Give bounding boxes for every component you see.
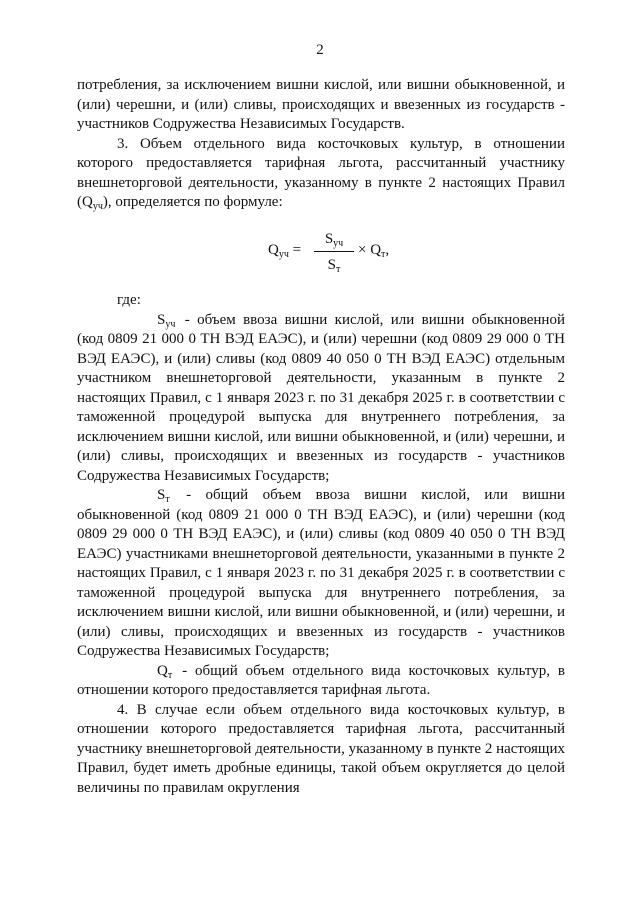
paragraph-continuation — [77, 76, 565, 213]
paragraph-3-text: 3. Объем отдельного вида косточковых культур, в отношении которого предоставляется тарифная льгота, рассчитанный участнику внешнеторговой деятельности, указанному в пункте 2 настоящих Правил (Q — [77, 135, 565, 210]
paragraph-3-tail: ), определяется по формуле: — [102, 194, 283, 210]
definition-text: - общий объем отдельного вида косточковых культур, в отношении которого предоставляется тарифная льгота. — [77, 662, 565, 698]
paragraph-1: потребления, за исключением вишни кислой, или вишни обыкновенной, и (или) черешни, и (или) сливы, происходящих и ввезенных из государств - участников Содружества Независимых Государств. — [77, 77, 565, 132]
definition-s-t — [77, 486, 565, 662]
where-label: где: — [117, 292, 141, 308]
formula-q: Q — [268, 242, 279, 258]
paragraph-3 — [77, 135, 565, 213]
paragraph-4: 4. В случае если объем отдельного вида косточковых культур, в отношении которого предоставляется тарифная льгота, рассчитанный участнику внешнеторговой деятельности, указанному в пункте 2 настоящих Правил, будет иметь дробные единицы, такой объем округляется до целой величины по правилам округления — [77, 701, 565, 796]
definition-text: - объем ввоза вишни кислой, или вишни обыкновенной (код 0809 21 000 0 ТН ВЭД ЕАЭС), и (или) черешни (код 0809 29 000 0 ТН ВЭД ЕАЭС), и (или) сливы (код 0809 40 050 0 ТН ВЭД ЕАЭС) отдельным участником внешнеторговой деятельности, указанным в пункте 2 настоящих Правил, с 1 января 2023 г. по 31 декабря 2025 г. в соответствии с таможенной процедурой выпуска для внутреннего потребления, за исключением вишни кислой, или вишни обыкновенной, и (или) черешни, и (или) сливы, происходящих и ввезенных из государств - участников Содружества Независимых Государств; — [77, 311, 565, 484]
definition-symbol: $Q_т$ — [157, 662, 173, 681]
definitions-block — [77, 291, 565, 798]
definition-text: - общий объем ввоза вишни кислой, или вишни обыкновенной (код 0809 21 000 0 ТН ВЭД ЕАЭС), и (или) черешни (код 0809 29 000 0 ТН ВЭД ЕАЭС), и (или) сливы (код 0809 40 050 0 ТН ВЭД ЕАЭС) участниками внешнеторговой деятельности, указанными в пункте 2 настоящих Правил, с 1 января 2023 г. по 31 декабря 2025 г. в соответствии с таможенной процедурой выпуска для внутреннего потребления, за исключением вишни кислой, или вишни обыкновенной, и (или) черешни, и (или) сливы, происходящих и ввезенных из государств - участников Содружества Независимых Государств; — [77, 487, 565, 659]
formula-fraction-bar — [314, 251, 354, 252]
formula-lhs — [268, 242, 301, 259]
definition-q-t — [77, 662, 565, 701]
formula-equals: = — [288, 242, 302, 258]
formula-fraction — [314, 228, 354, 276]
formula-denominator: $S_т$ — [327, 257, 341, 275]
formula-numerator: $S_{уч}$ — [324, 231, 344, 249]
paragraph-3-subscript: уч — [92, 201, 103, 212]
definition-symbol: $S_т$ — [157, 487, 170, 505]
definition-symbol: $S_{уч}$ — [157, 311, 176, 330]
formula-rhs: × $Q_т$, — [358, 242, 390, 260]
page-number: 2 — [316, 42, 324, 58]
formula-q-sub: уч — [278, 249, 289, 260]
definition-s-uch — [77, 311, 565, 487]
